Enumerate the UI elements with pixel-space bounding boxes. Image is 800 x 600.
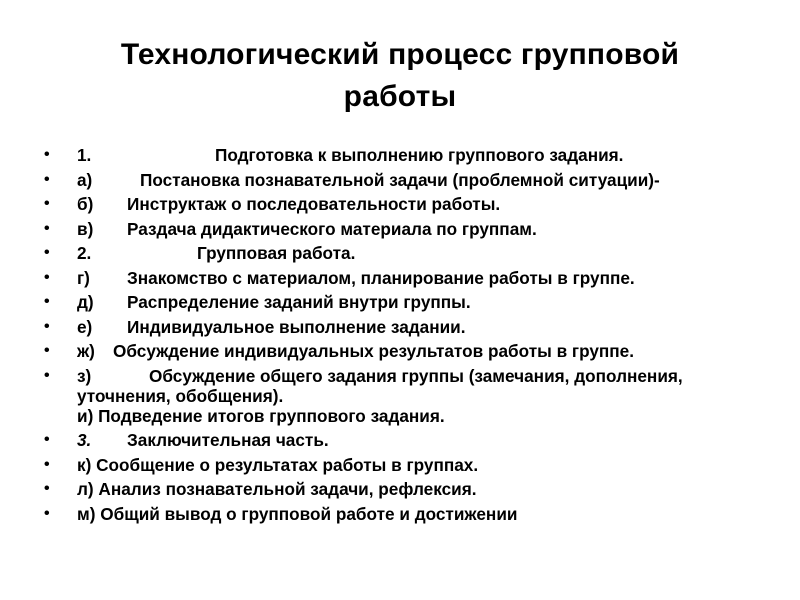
list-item <box>40 430 760 450</box>
list-item <box>40 292 760 312</box>
item-marker: е) <box>77 316 93 337</box>
list-item <box>40 341 760 361</box>
list-item <box>40 479 760 499</box>
item-text: Обсуждение индивидуальных результатов работы в группе. <box>113 341 634 361</box>
item-marker: д) <box>77 292 94 312</box>
list-item <box>40 170 760 190</box>
bullet-icon: • <box>44 366 50 384</box>
list-item <box>40 194 760 214</box>
item-text: Групповая работа. <box>197 243 356 263</box>
list-item <box>40 145 760 165</box>
item-marker: в) <box>77 218 94 239</box>
slide-title-line-1: Технологический процесс групповой <box>120 38 680 71</box>
list-item <box>40 243 760 263</box>
bullet-icon: • <box>44 195 50 212</box>
list-item <box>40 366 760 426</box>
item-marker: з) <box>77 365 92 386</box>
list-item <box>40 455 760 475</box>
bullet-icon: • <box>44 431 50 448</box>
item-marker: а) <box>77 169 93 190</box>
bullet-icon: • <box>44 455 50 473</box>
item-marker: 3. <box>77 430 92 450</box>
bullet-icon: • <box>44 170 50 188</box>
bullet-icon: • <box>44 146 50 163</box>
item-marker: 1. <box>77 145 92 165</box>
item-marker: ж) <box>77 341 95 361</box>
item-continuation-text: и) Подведение итогов группового задания. <box>77 405 445 426</box>
item-text: к) Сообщение о результатах работы в группах. <box>77 454 479 475</box>
slide-title-line-2: работы <box>343 80 457 113</box>
item-marker: г) <box>77 267 90 288</box>
item-text: Индивидуальное выполнение задании. <box>127 316 466 337</box>
item-text: Распределение заданий внутри группы. <box>127 292 471 312</box>
bullet-icon: • <box>44 317 50 335</box>
list-item <box>40 268 760 288</box>
bullet-icon: • <box>44 244 50 261</box>
item-text: Заключительная часть. <box>127 430 329 450</box>
item-marker: б) <box>77 194 94 214</box>
item-text: Раздача дидактического материала по группам. <box>127 218 537 239</box>
item-marker: 2. <box>77 243 92 263</box>
bullet-icon: • <box>44 480 50 497</box>
item-text: Подготовка к выполнению группового задания. <box>215 145 624 165</box>
bullet-list <box>40 145 760 528</box>
bullet-icon: • <box>44 268 50 286</box>
bullet-icon: • <box>44 504 50 522</box>
slide-title <box>40 34 760 118</box>
bullet-icon: • <box>44 219 50 237</box>
item-text: Инструктаж о последовательности работы. <box>127 194 501 214</box>
item-text: Знакомство с материалом, планирование работы в группе. <box>127 267 635 288</box>
item-text: л) Анализ познавательной задачи, рефлексия. <box>77 479 477 499</box>
list-item <box>40 219 760 239</box>
list-item <box>40 504 760 524</box>
bullet-icon: • <box>44 293 50 310</box>
item-text: Постановка познавательной задачи (проблемной ситуации)- <box>140 169 660 190</box>
item-text: м) Общий вывод о групповой работе и достижении <box>77 503 518 524</box>
list-item <box>40 317 760 337</box>
item-text: Обсуждение общего задания группы (замечания, дополнения, уточнения, обобщения). <box>77 365 683 406</box>
bullet-icon: • <box>44 342 50 359</box>
